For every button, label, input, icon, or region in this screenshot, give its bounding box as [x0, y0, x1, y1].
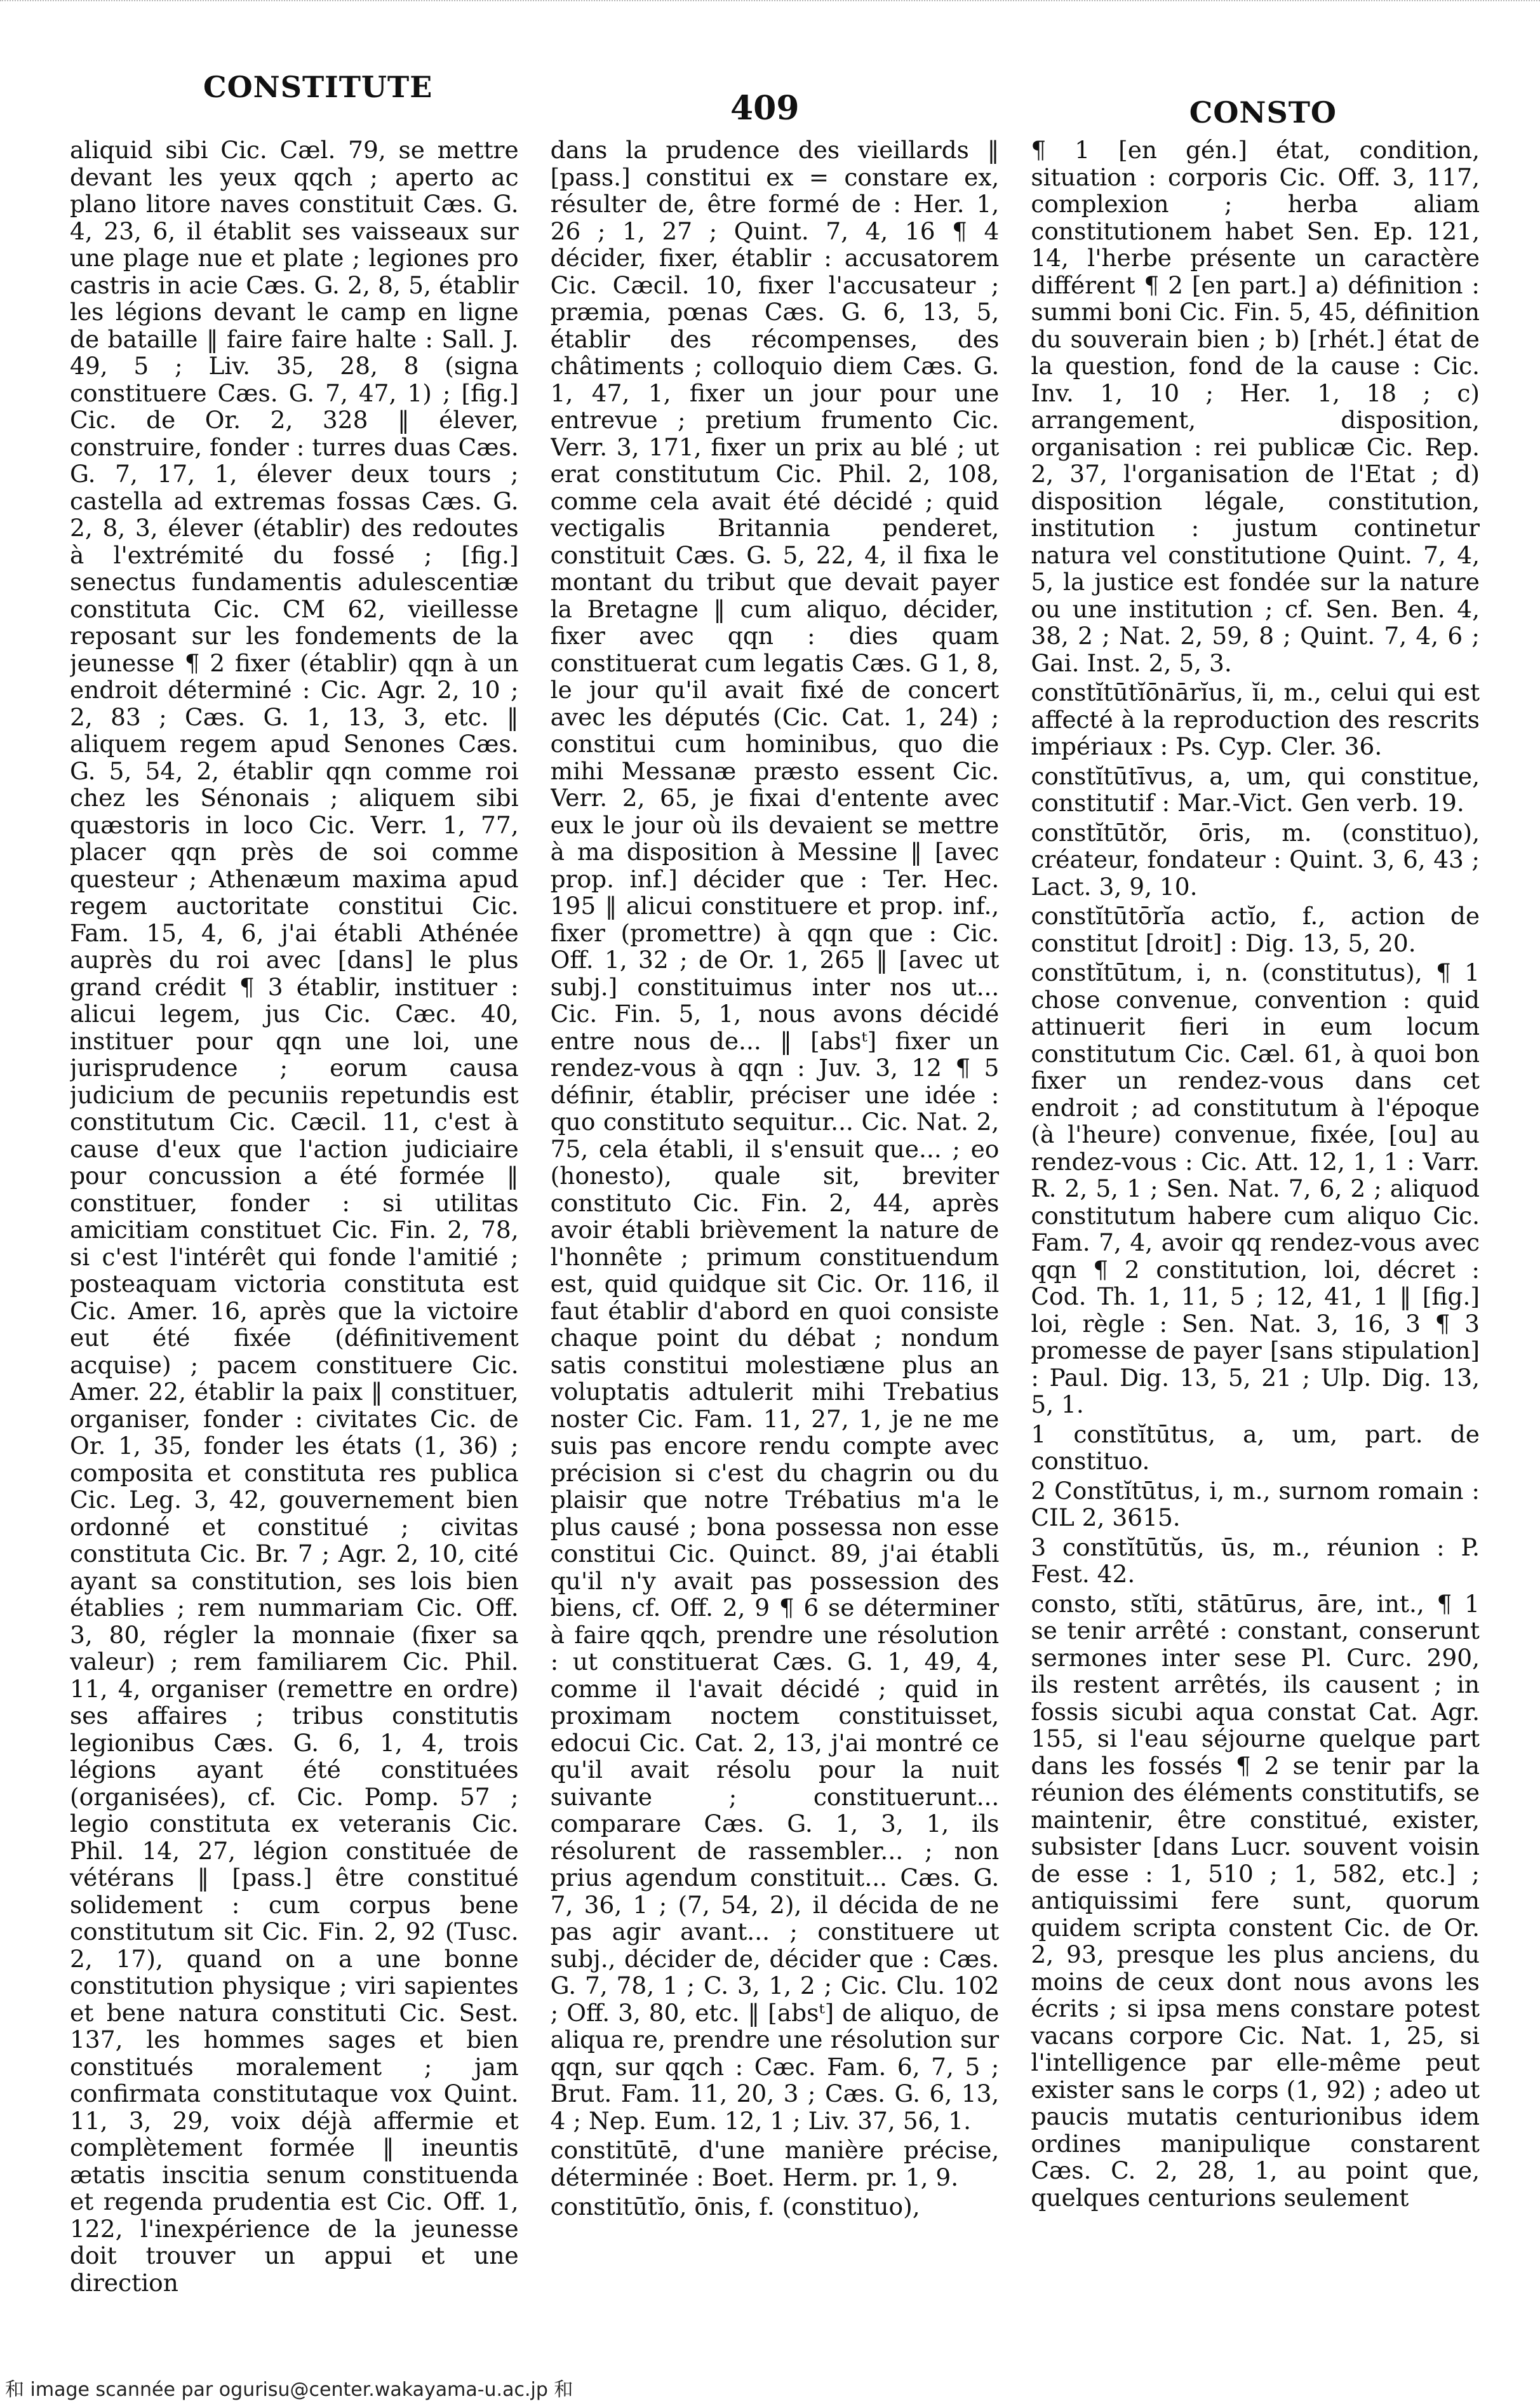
page-header	[0, 57, 1540, 133]
dictionary-entry: constĭtūtōrĭa actĭo, f., action de constitut [droit] : Dig. 13, 5, 20.	[1031, 902, 1480, 957]
column-right	[1031, 137, 1480, 2341]
running-head-left: CONSTITUTE	[203, 70, 433, 104]
top-edge-rule	[0, 0, 1540, 4]
dictionary-entry: constĭtūtīvus, a, um, qui constitue, constitutif : Mar.-Vict. Gen verb. 19.	[1031, 762, 1480, 817]
dictionary-entry: constĭtūtum, i, n. (constitutus), ¶ 1 chose convenue, convention : quid attinuerit fieri in eum locum constitutum Cic. Cæl. 61, à quoi bon fixer un rendez-vous dans cet endroit ; ad constitutum à l'époque (à l'heure) convenue, fixée, [ou] au rendez-vous : Cic. Att. 12, 1, 1 : Varr. R. 2, 5, 1 ; Sen. Nat. 7, 6, 2 ; aliquod constitutum habere cum aliquo Cic. Fam. 7, 4, avoir qq rendez-vous avec qqn ¶ 2 constitution, loi, décret : Cod. Th. 1, 11, 5 ; 12, 41, 1 ‖ [fig.] loi, règle : Sen. Nat. 3, 16, 3 ¶ 3 promesse de payer [sans stipulation] : Paul. Dig. 13, 5, 21 ; Ulp. Dig. 13, 5, 1.	[1031, 958, 1480, 1418]
dictionary-entry: constĭtūtŏr, ōris, m. (constituo), créateur, fondateur : Quint. 3, 6, 43 ; Lact. 3, 9, 10.	[1031, 818, 1480, 901]
column-left	[70, 137, 519, 2341]
dictionary-columns	[70, 137, 1480, 2341]
dictionary-entry: 3 constĭtūtŭs, ūs, m., réunion : P. Fest. 42.	[1031, 1533, 1480, 1588]
column-paragraph: dans la prudence des vieillards ‖ [pass.] constitui ex = constare ex, résulter de, être formé de : Her. 1, 26 ; 1, 27 ; Quint. 7, 4, 16 ¶ 4 décider, fixer, établir : accusatorem Cic. Cæcil. 10, fixer l'accusateur ; præmia, pœnas Cæs. G. 6, 13, 5, établir des récompenses, des châtiments ; colloquio diem Cæs. G. 1, 47, 1, fixer un jour pour une entrevue ; pretium frumento Cic. Verr. 3, 171, fixer un prix au blé ; ut erat constitutum Cic. Phil. 2, 108, comme cela avait été décidé ; quid vectigalis Britannia penderet, constituit Cæs. G. 5, 22, 4, il fixa le montant du tribut que devait payer la Bretagne ‖ cum aliquo, décider, fixer avec qqn : dies quam constituerat cum legatis Cæs. G 1, 8, le jour qu'il avait fixé de concert avec les députés (Cic. Cat. 1, 24) ; constitui cum hominibus, quo die mihi Messanæ præsto essent Cic. Verr. 2, 65, je fixai d'entente avec eux le jour où ils devaient se mettre à ma disposition à Messine ‖ [avec prop. inf.] décider que : Ter. Hec. 195 ‖ alicui constituere et prop. inf., fixer (promettre) à qqn que : Cic. Off. 1, 32 ; de Or. 1, 265 ‖ [avec ut subj.] constituimus inter nos ut... Cic. Fin. 5, 1, nous avons décidé entre nous de... ‖ [absᵗ] fixer un rendez-vous à qqn : Juv. 3, 12 ¶ 5 définir, établir, préciser une idée : quo constituto sequitur... Cic. Nat. 2, 75, cela établi, il s'ensuit que... ; eo (honesto), quale sit, breviter constituto Cic. Fin. 2, 44, après avoir établi brièvement la nature de l'honnête ; primum constituendum est, quid quidque sit Cic. Or. 116, il faut établir d'abord en quoi consiste chaque point du débat ; nondum satis constitui molestiæne plus an voluptatis adtulerit mihi Trebatius noster Cic. Fam. 11, 27, 1, je ne me suis pas encore rendu compte avec précision si c'est du chagrin ou du plaisir que notre Trébatius m'a le plus causé ; bona possessa non esse constitui Cic. Quinct. 89, j'ai établi qu'il n'y avait pas possession des biens, cf. Off. 2, 9 ¶ 6 se déterminer à faire qqch, prendre une résolution : ut constituerat Cæs. G. 1, 49, 4, comme il l'avait décidé ; quid in proximam noctem constituisset, edocui Cic. Cat. 2, 13, j'ai montré ce qu'il avait résolu pour la nuit suivante ; constituerunt... comparare Cæs. G. 1, 3, 1, ils résolurent de rassembler... ; non prius agendum constituit... Cæs. G. 7, 36, 1 ; (7, 54, 2), il décida de ne pas agir avant... ; constituere ut subj., décider de, décider que : Cæs. G. 7, 78, 1 ; C. 3, 1, 2 ; Cic. Clu. 102 ; Off. 3, 80, etc. ‖ [absᵗ] de aliquo, de aliqua re, prendre une résolution sur qqn, sur qqch : Cæc. Fam. 6, 7, 5 ; Brut. Fam. 11, 20, 3 ; Cæs. G. 6, 13, 4 ; Nep. Eum. 12, 1 ; Liv. 37, 56, 1.	[550, 137, 1000, 2135]
column-middle	[551, 137, 1000, 2341]
page-number: 409	[730, 89, 800, 128]
dictionary-entry: constĭtūtĭōnārĭus, ĭi, m., celui qui est affecté à la reproduction des rescrits impériaux : Ps. Cyp. Cler. 36.	[1031, 678, 1480, 760]
dictionary-entry: constitūtĭo, ōnis, f. (constituo),	[550, 2193, 920, 2221]
dictionary-entry: consto, stĭti, stātūrus, āre, int., ¶ 1 se tenir arrêté : constant, conserunt sermones inter sese Pl. Curc. 290, ils restent arrêtés, ils causent ; in fossis sicubi aqua constat Cat. Agr. 155, si l'eau séjourne quelque part dans les fossés ¶ 2 se tenir par la réunion des éléments constitutifs, se maintenir, être constitué, exister, subsister [dans Lucr. souvent voisin de esse : 1, 510 ; 1, 582, etc.] ; antiquissimi fere sunt, quorum quidem scripta constent Cic. de Or. 2, 93, presque les plus anciens, du moins de ceux dont nous avons les écrits ; si ipsa mens constare potest vacans corpore Cic. Nat. 1, 25, si l'intelligence par elle-même peut exister sans le corps (1, 92) ; adeo ut paucis mutatis centurionibus idem ordines manipulique constarent Cæs. C. 2, 28, 1, au point que, quelques centurions seulement	[1031, 1589, 1480, 2212]
column-paragraph: aliquid sibi Cic. Cæl. 79, se mettre devant les yeux qqch ; aperto ac plano litore naves constituit Cæs. G. 4, 23, 6, il établit ses vaisseaux sur une plage nue et plate ; legiones pro castris in acie Cæs. G. 2, 8, 5, établir les légions devant le camp en ligne de bataille ‖ faire faire halte : Sall. J. 49, 5 ; Liv. 35, 28, 8 (signa constituere Cæs. G. 7, 47, 1) ; [fig.] Cic. de Or. 2, 328 ‖ élever, construire, fonder : turres duas Cæs. G. 7, 17, 1, élever deux tours ; castella ad extremas fossas Cæs. G. 2, 8, 3, élever (établir) des redoutes à l'extrémité du fossé ; [fig.] senectus fundamentis adulescentiæ constituta Cic. CM 62, vieillesse reposant sur les fondements de la jeunesse ¶ 2 fixer (établir) qqn à un endroit déterminé : Cic. Agr. 2, 10 ; 2, 83 ; Cæs. G. 1, 13, 3, etc. ‖ aliquem regem apud Senones Cæs. G. 5, 54, 2, établir qqn comme roi chez les Sénonais ; aliquem sibi quæstoris in loco Cic. Verr. 1, 77, placer qqn près de soi comme questeur ; Athenæum maxima apud regem auctoritate constitui Cic. Fam. 15, 4, 6, j'ai établi Athénée auprès du roi avec [dans] le plus grand crédit ¶ 3 établir, instituer : alicui legem, jus Cic. Cæc. 40, instituer pour qqn une loi, une jurisprudence ; eorum causa judicium de pecuniis repetundis est constitutum Cic. Cæcil. 11, c'est à cause d'eux que l'action judiciaire pour concussion a été formée ‖ constituer, fonder : si utilitas amicitiam constituet Cic. Fin. 2, 78, si c'est l'intérêt qui fonde l'amitié ; posteaquam victoria constituta est Cic. Amer. 16, après que la victoire eut été fixée (définitivement acquise) ; pacem constituere Cic. Amer. 22, établir la paix ‖ constituer, organiser, fonder : civitates Cic. de Or. 1, 35, fonder les états (1, 36) ; composita et constituta res publica Cic. Leg. 3, 42, gouvernement bien ordonné et constitué ; civitas constituta Cic. Br. 7 ; Agr. 2, 10, cité ayant sa constitution, ses lois bien établies ; rem nummariam Cic. Off. 3, 80, régler la monnaie (fixer sa valeur) ; rem familiarem Cic. Phil. 11, 4, organiser (remettre en ordre) ses affaires ; tribus constitutis legionibus Cæs. G. 6, 1, 4, trois légions ayant été constituées (organisées), cf. Cic. Pomp. 57 ; legio constituta ex veteranis Cic. Phil. 14, 27, légion constituée de vétérans ‖ [pass.] être constitué solidement : cum corpus bene constitutum sit Cic. Fin. 2, 92 (Tusc. 2, 17), quand on a une bonne constitution physique ; viri sapientes et bene natura constituti Cic. Sest. 137, les hommes sages et bien constitués moralement ; jam confirmata constitutaque vox Quint. 11, 3, 29, voix déjà affermie et complètement formée ‖ ineuntis ætatis inscitia senum constituenda et regenda prudentia est Cic. Off. 1, 122, l'inexpérience de la jeunesse doit trouver un appui et une direction	[70, 137, 519, 2297]
scan-credit-footer: 和 image scannée par ogurisu@center.wakayama-u.ac.jp 和	[5, 2379, 573, 2401]
column-paragraph: ¶ 1 [en gén.] état, condition, situation : corporis Cic. Off. 3, 117, complexion ; herba aliam constitutionem habet Sen. Ep. 121, 14, l'herbe présente un caractère différent ¶ 2 [en part.] a) définition : summi boni Cic. Fin. 5, 45, définition du souverain bien ; b) [rhét.] état de la question, fond de la cause : Cic. Inv. 1, 10 ; Her. 1, 18 ; c) arrangement, disposition, organisation : rei publicæ Cic. Rep. 2, 37, l'organisation de l'Etat ; d) disposition légale, constitution, institution : justum continetur natura vel constitutione Quint. 7, 4, 5, la justice est fondée sur la nature ou une institution ; cf. Sen. Ben. 4, 38, 2 ; Nat. 2, 59, 8 ; Quint. 7, 4, 6 ; Gai. Inst. 2, 5, 3.	[1031, 137, 1480, 677]
dictionary-entry: 2 Constĭtūtus, i, m., surnom romain : CIL 2, 3615.	[1031, 1476, 1480, 1531]
dictionary-entry: constitūtē, d'une manière précise, déterminée : Boet. Herm. pr. 1, 9.	[550, 2136, 1000, 2191]
dictionary-entry: 1 constĭtūtus, a, um, part. de constituo.	[1031, 1420, 1480, 1475]
running-head-right: CONSTO	[1189, 95, 1337, 130]
